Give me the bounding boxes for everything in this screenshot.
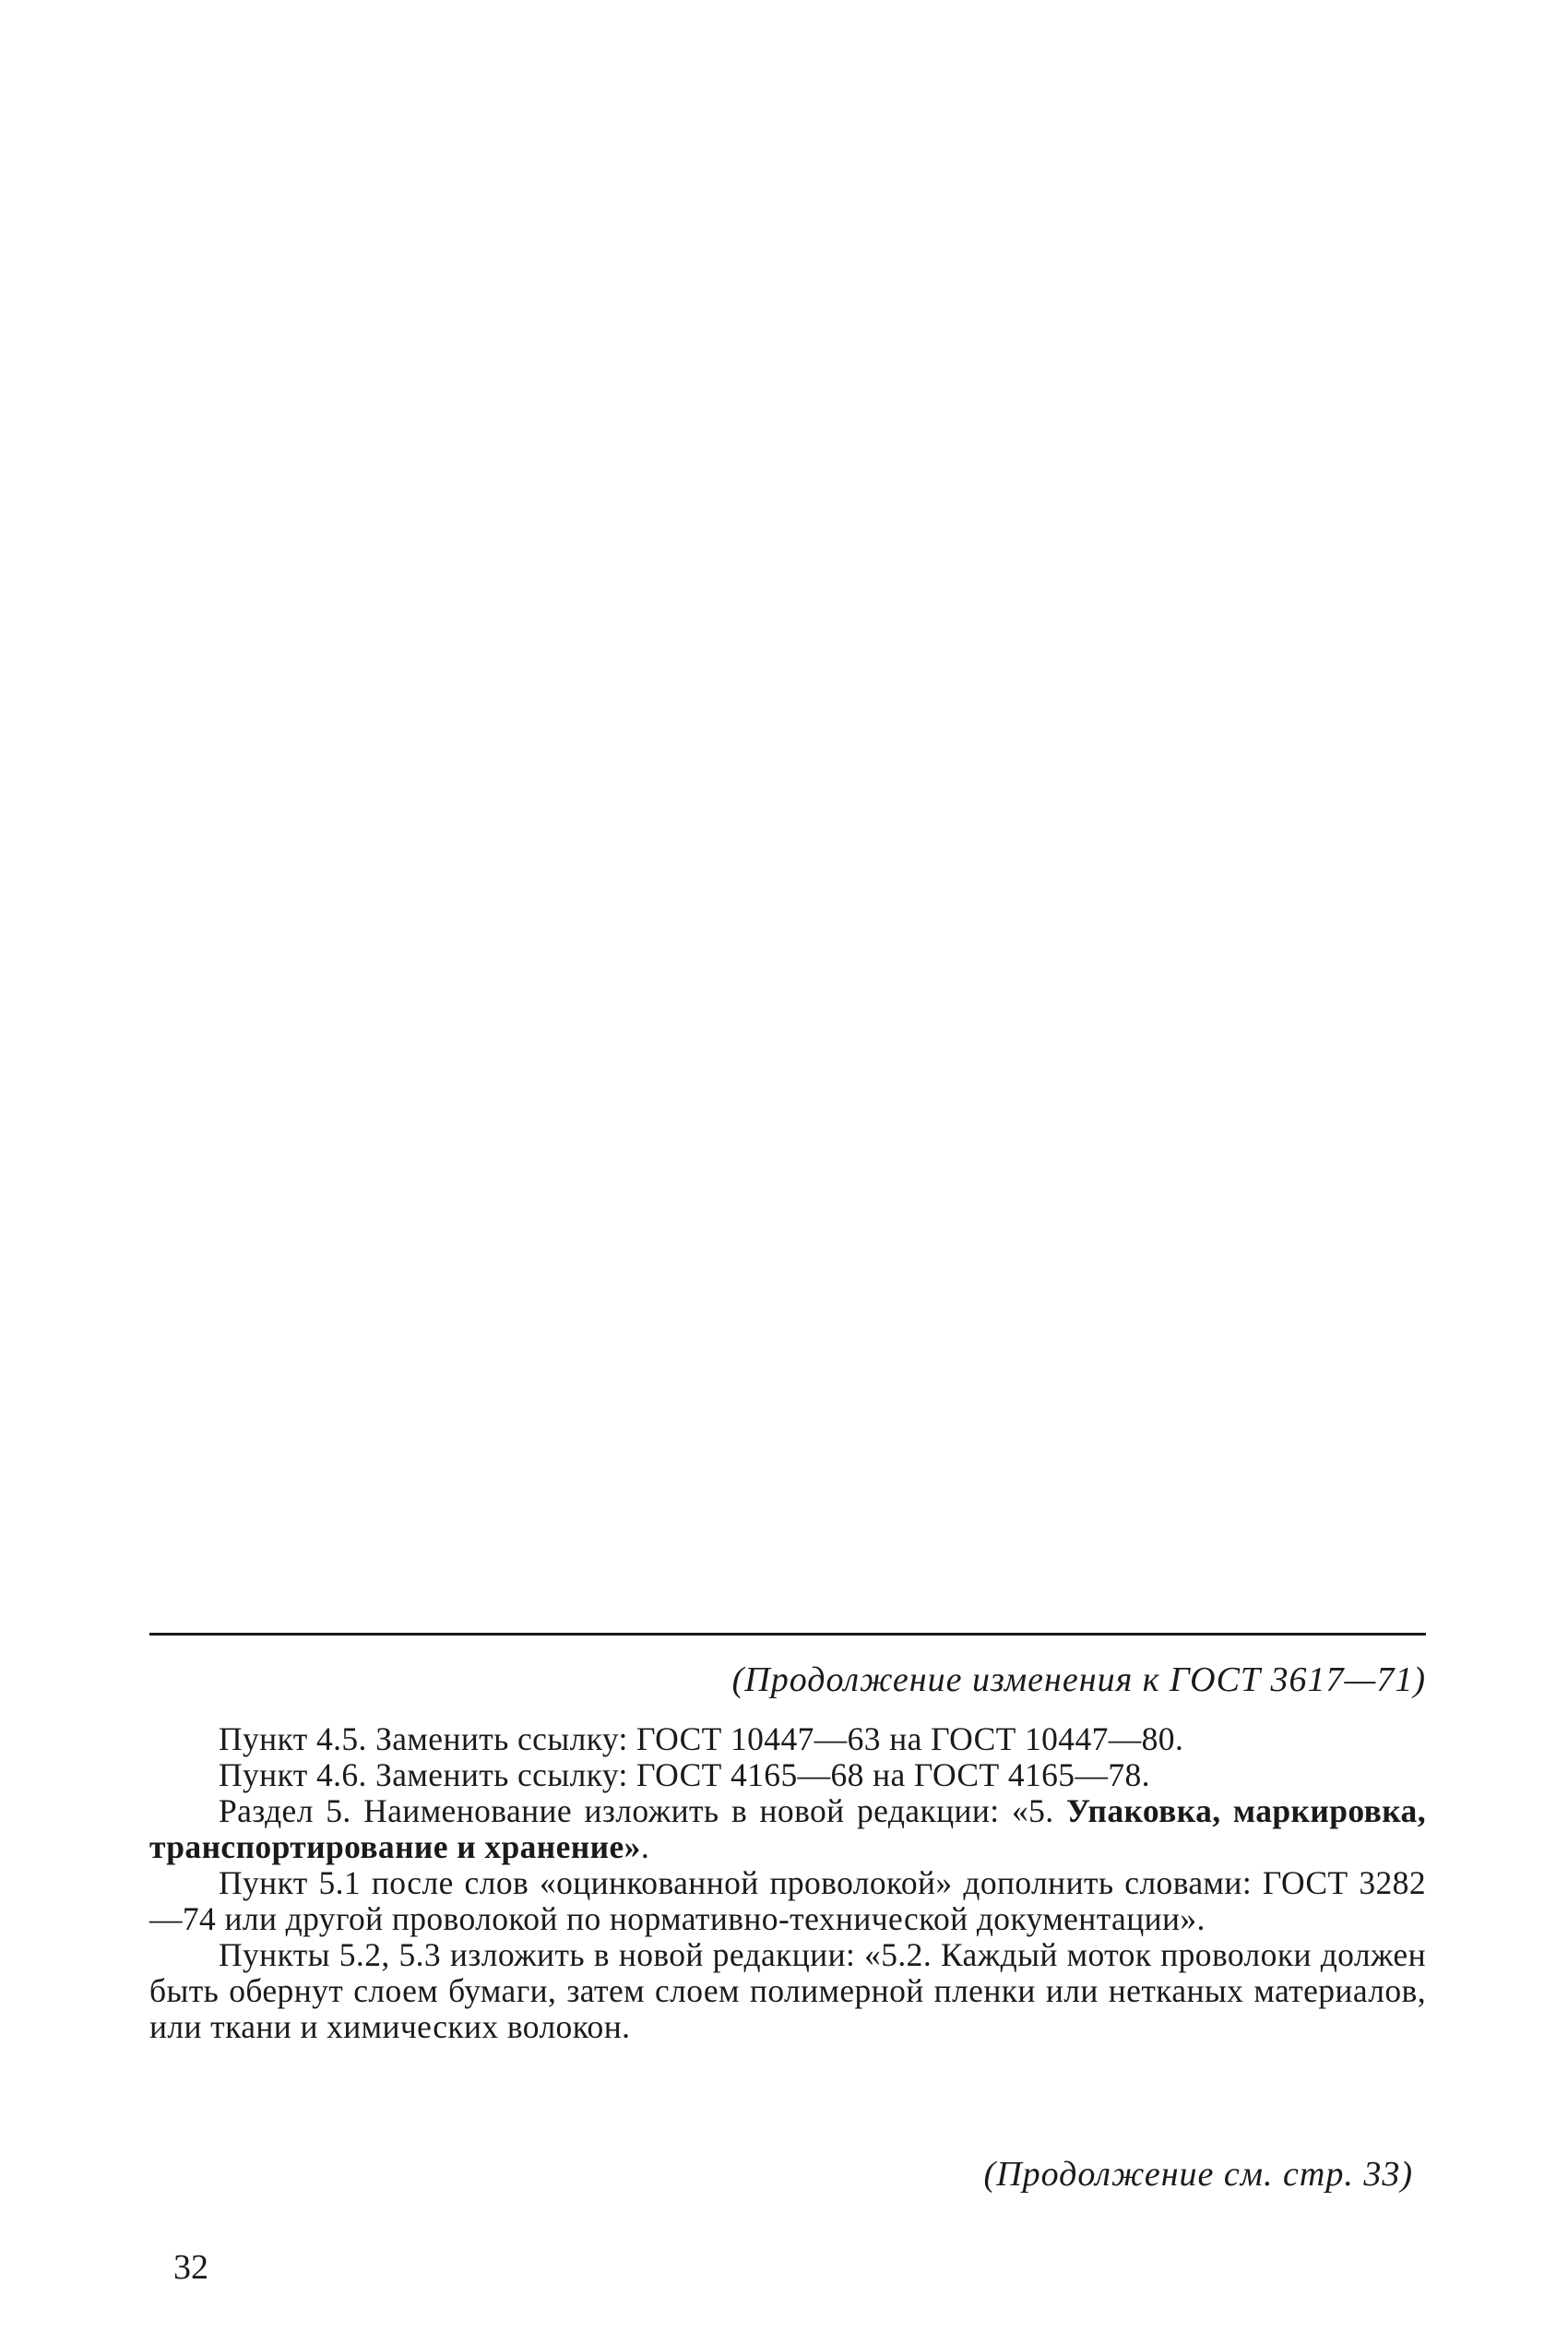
paragraph-item-4-5: Пункт 4.5. Заменить ссылку: ГОСТ 10447—63 на ГОСТ 10447—80.	[219, 1720, 1184, 1757]
paragraph-items-5-2-5-3: Пункты 5.2, 5.3 изложить в новой редакции: «5.2. Каждый моток проволоки должен быть обернут слоем бумаги, затем слоем полимерной пленки или нетканых материалов, или ткани и химических волокон.	[149, 1936, 1426, 2045]
section-5-suffix: .	[640, 1828, 650, 1865]
page-number: 32	[173, 2248, 208, 2287]
header-rule	[149, 1633, 1426, 1636]
document-body	[149, 1721, 1426, 2045]
paragraph-item-5-1: Пункт 5.1 после слов «оцинкованной проволокой» дополнить словами: ГОСТ 3282—74 или другой проволокой по нормативно-технической документации».	[149, 1864, 1426, 1937]
continuation-footer: (Продолжение см. стр. 33)	[983, 2155, 1413, 2194]
paragraph-section-5	[149, 1793, 1426, 1865]
section-5-title: Упаковка, маркировка, транспортирование и хранение»	[149, 1792, 1426, 1865]
paragraph-item-4-6: Пункт 4.6. Заменить ссылку: ГОСТ 4165—68 на ГОСТ 4165—78.	[219, 1756, 1150, 1793]
section-5-prefix: Раздел 5. Наименование изложить в новой редакции: «5.	[219, 1792, 1054, 1829]
continuation-header: (Продолжение изменения к ГОСТ 3617—71)	[731, 1660, 1426, 1699]
